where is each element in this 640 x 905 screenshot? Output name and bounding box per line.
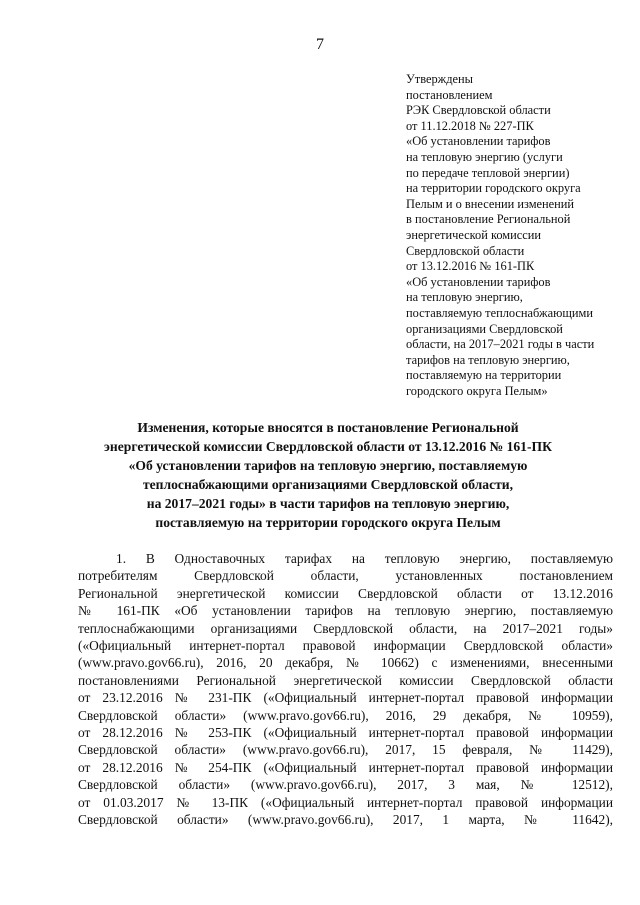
approval-line: Утверждены: [406, 72, 473, 86]
approval-line: энергетической комиссии: [406, 227, 542, 242]
approval-line: Свердловской области: [406, 243, 525, 258]
approval-line: тарифов на тепловую энергию,: [406, 352, 570, 367]
approval-line: организациями Свердловской: [406, 321, 563, 336]
approval-line: области, на 2017–2021 годы в части: [406, 337, 595, 352]
approval-line: на территории городского округа: [406, 181, 581, 196]
approval-block: [406, 72, 631, 399]
body-line: Свердловской области» (www.pravo.gov66.ru), 2017, 1 марта, № 11642),: [78, 812, 613, 828]
approval-line: Пелым и о внесении изменений: [406, 196, 575, 211]
approval-line: на тепловую энергию,: [406, 290, 523, 305]
approval-line: постановлением: [406, 87, 493, 102]
approval-line: «Об установлении тарифов: [406, 274, 551, 289]
heading-line: Изменения, которые вносятся в постановление Региональной: [137, 420, 519, 435]
heading-line: на 2017–2021 годы» в части тарифов на тепловую энергию,: [146, 496, 510, 511]
body-line: Свердловской области» (www.pravo.gov66.ru), 2017, 3 мая, № 12512),: [78, 777, 613, 793]
approval-line: «Об установлении тарифов: [406, 134, 551, 149]
body-line: от 01.03.2017 № 13-ПК («Официальный интернет-портал правовой информации: [78, 794, 613, 810]
approval-line: на тепловую энергию (услуги: [406, 149, 563, 164]
approval-line: от 11.12.2018 № 227-ПК: [406, 118, 534, 133]
body-line: теплоснабжающими организациями Свердловской области, на 2017–2021 годы»: [78, 620, 613, 636]
body-line: от 23.12.2016 № 231-ПК («Официальный интернет-портал правовой информации: [78, 690, 613, 706]
approval-line: в постановление Региональной: [406, 212, 571, 227]
approval-line: от 13.12.2016 № 161-ПК: [406, 259, 535, 274]
body-line: Свердловской области» (www.pravo.gov66.ru), 2016, 29 декабря, № 10959),: [78, 707, 613, 723]
approval-line: поставляемую на территории: [406, 368, 562, 383]
approval-line: поставляемую теплоснабжающими: [406, 305, 593, 320]
body-line: («Официальный интернет-портал правовой информации Свердловской области»: [78, 638, 613, 654]
body-line: постановлениями Региональной энергетической комиссии Свердловской области: [78, 672, 613, 688]
page-number: 7: [316, 36, 324, 53]
body-line: (www.pravo.gov66.ru), 2016, 20 декабря, № 10662) с изменениями, внесенными: [78, 655, 613, 671]
body-line: № 161-ПК «Об установлении тарифов на тепловую энергию, поставляемую: [78, 603, 613, 619]
approval-line: по передаче тепловой энергии): [406, 165, 570, 180]
heading-line: энергетической комиссии Свердловской области от 13.12.2016 № 161-ПК: [104, 439, 552, 454]
body-line: Региональной энергетической комиссии Свердловской области от 13.12.2016: [78, 585, 613, 601]
approval-line: РЭК Свердловской области: [406, 103, 551, 118]
heading-line: поставляемую на территории городского округа Пелым: [155, 515, 501, 530]
body-line: Свердловской области» (www.pravo.gov66.ru), 2017, 15 февраля, № 11429),: [78, 742, 613, 758]
document-heading: [60, 418, 596, 532]
body-line: потребителям Свердловской области, установленных постановлением: [78, 568, 613, 584]
heading-line: «Об установлении тарифов на тепловую энергию, поставляемую: [128, 458, 528, 473]
body-line: 1. В Одноставочных тарифах на тепловую энергию, поставляемую: [116, 551, 613, 566]
body-line: от 28.12.2016 № 254-ПК («Официальный интернет-портал правовой информации: [78, 759, 613, 775]
body-line: от 28.12.2016 № 253-ПК («Официальный интернет-портал правовой информации: [78, 725, 613, 741]
approval-line: городского округа Пелым»: [406, 383, 548, 398]
heading-line: теплоснабжающими организациями Свердловской области,: [142, 477, 514, 492]
body-paragraph: [78, 550, 613, 829]
